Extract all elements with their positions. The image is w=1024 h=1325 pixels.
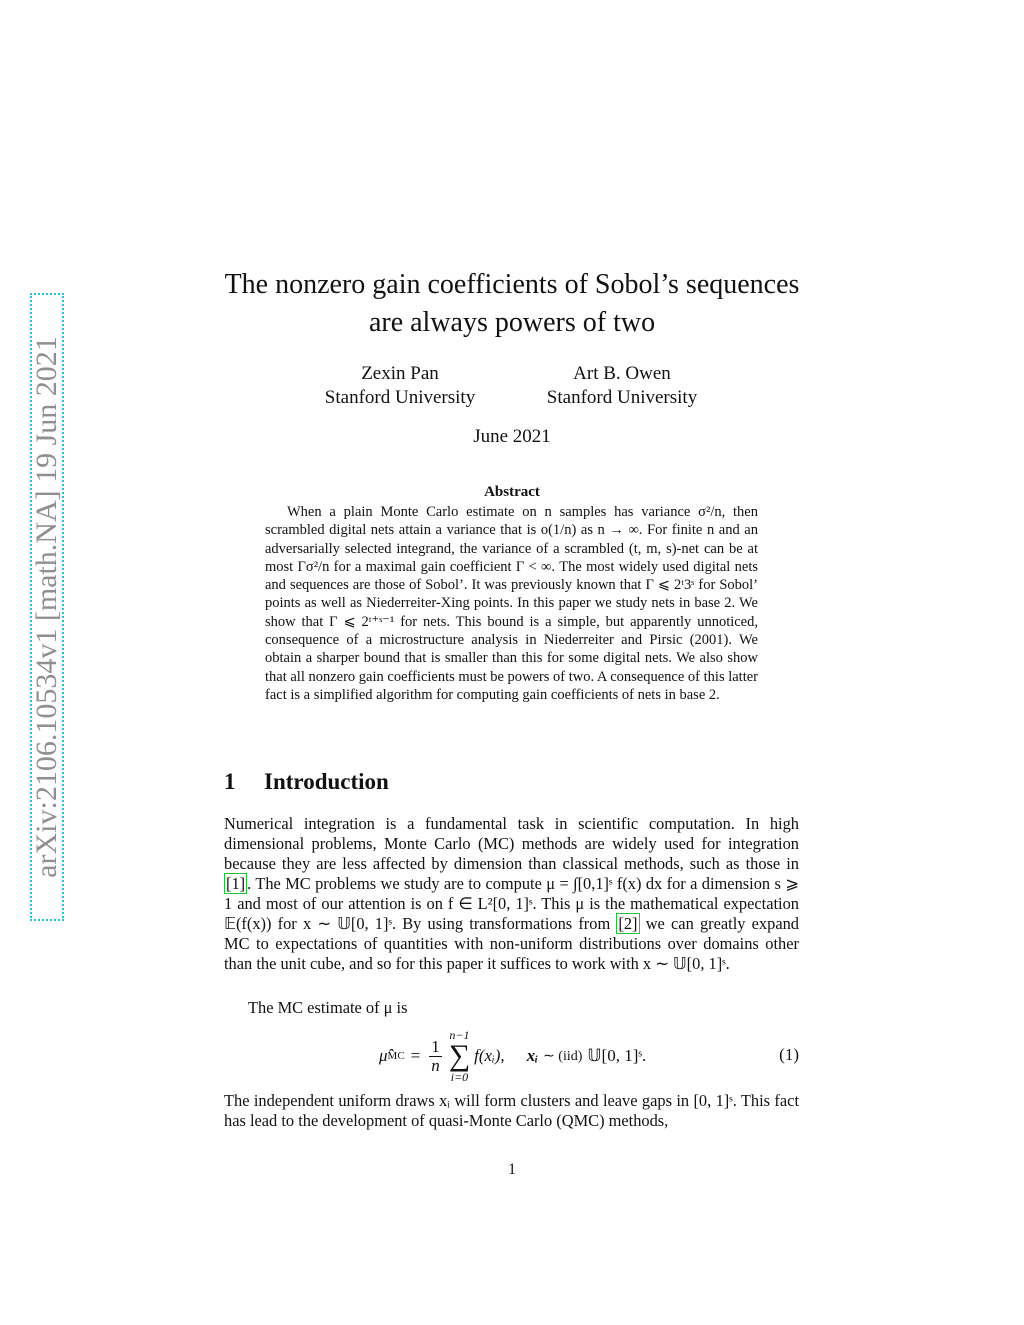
eq-lhs-subscript: MC: [387, 1050, 405, 1062]
intro-paragraph-2: The MC estimate of μ is: [248, 998, 408, 1017]
eq-rhs-relation: ∼ (iid): [543, 1048, 583, 1064]
intro-paragraph-1: [224, 814, 799, 974]
equation-body: [379, 1028, 646, 1084]
section-title: Introduction: [264, 769, 389, 794]
eq-rhs-distribution: 𝕌[0, 1]ˢ.: [587, 1046, 647, 1065]
eq-sum-lower: i=0: [450, 1070, 469, 1084]
paragraph-text: we can greatly expand MC to expectations of quantities with non-uniform distributions over domains other than the unit cube, and so for this paper it suffices to work with x ∼ 𝕌[0, 1]ˢ.: [224, 914, 799, 973]
abstract-heading: Abstract: [484, 484, 540, 500]
eq-sum: [449, 1029, 470, 1083]
eq-rhs-variable: xᵢ: [526, 1046, 539, 1065]
citation-link-2[interactable]: [2]: [618, 914, 638, 933]
arxiv-identifier: arXiv:2106.10534v1 [math.NA] 19 Jun 2021: [30, 336, 63, 878]
title-line-2: are always powers of two: [368, 307, 656, 338]
eq-sum-upper: n−1: [449, 1028, 470, 1042]
author-affiliation: Stanford University: [324, 387, 476, 408]
arxiv-stamp: [30, 293, 64, 921]
page-number: 1: [508, 1161, 516, 1178]
author-block-2: [522, 362, 722, 410]
author-name: Zexin Pan: [361, 363, 439, 384]
eq-equals: =: [410, 1046, 421, 1065]
title-line-1: The nonzero gain coefficients of Sobol’s sequences: [224, 269, 800, 300]
eq-frac-denominator: n: [431, 1055, 440, 1075]
eq-sum-symbol: ∑: [448, 1039, 471, 1072]
abstract-body: When a plain Monte Carlo estimate on n samples has variance σ²/n, then scrambled digital nets attain a variance that is o(1/n) as n → ∞. For finite n and an adversarially selected integrand, the variance of a scrambled (t, m, s)-net can be at most Γσ²/n for a maximal gain coefficient Γ < ∞. The most widely used digital nets and sequences are those of Sobol’. It was previously known that Γ ⩽ 2ᵗ3ˢ for Sobol’ points as well as Niederreiter-Xing points. In this paper we study nets in base 2. We show that Γ ⩽ 2ᵗ⁺ˢ⁻¹ for nets. This bound is a simple, but apparently unnoticed, consequence of a microstructure analysis in Niederreiter and Pirsic (2001). We obtain a sharper bound that is smaller than this for some digital nets. We also show that all nonzero gain coefficients must be powers of two. A consequence of this latter fact is a simplified algorithm for computing gain coefficients of nets in base 2.: [265, 504, 758, 703]
paragraph-text: Numerical integration is a fundamental task in scientific computation. In high dimensional problems, Monte Carlo (MC) methods are widely used for integration because they are less affected by dimension than classical methods, such as those in: [224, 814, 799, 873]
section-heading: [224, 769, 389, 795]
section-number: 1: [224, 769, 236, 794]
paper-title: [200, 266, 824, 342]
author-affiliation: Stanford University: [546, 387, 698, 408]
intro-paragraph-3: The independent uniform draws xᵢ will form clusters and leave gaps in [0, 1]ˢ. This fact has lead to the development of quasi-Monte Carlo (QMC) methods,: [224, 1091, 799, 1130]
paragraph-text: . The MC problems we study are to compute μ = ∫[0,1]ˢ f(x) dx for a dimension s ⩾ 1 and most of our attention is on f ∈ L²[0, 1]ˢ. This μ is the mathematical expectation 𝔼(f(x)) for x ∼ 𝕌[0, 1]ˢ. By using transformations from: [224, 874, 799, 933]
eq-fraction: [429, 1038, 442, 1075]
eq-lhs: μ̂: [379, 1046, 388, 1065]
eq-frac-numerator: 1: [431, 1036, 440, 1056]
citation-link-1[interactable]: [1]: [226, 874, 246, 893]
paper-date: June 2021: [473, 426, 551, 447]
author-name: Art B. Owen: [573, 363, 671, 384]
author-block-1: [300, 362, 500, 410]
equation-number: (1): [779, 1045, 799, 1064]
eq-summand: f(xᵢ),: [474, 1046, 505, 1065]
equation-1: [224, 1028, 799, 1084]
